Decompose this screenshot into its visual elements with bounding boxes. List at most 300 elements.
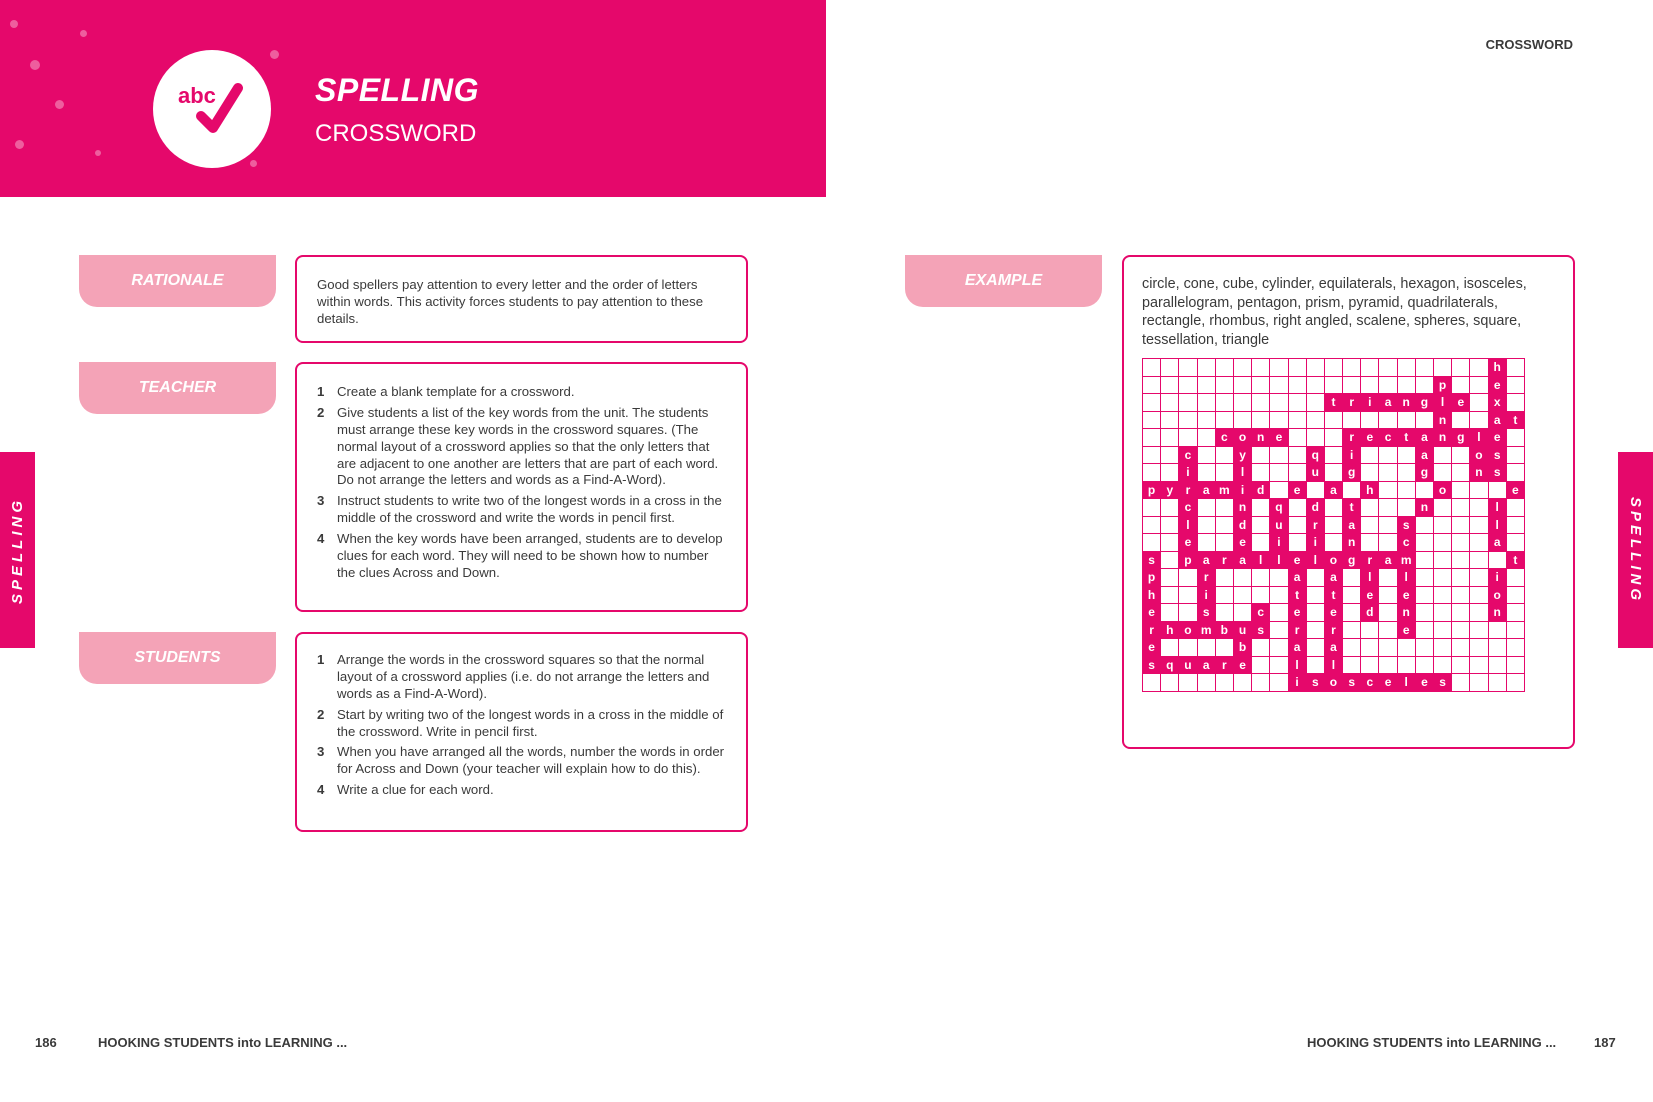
crossword-cell: t: [1324, 394, 1342, 412]
crossword-cell: [1288, 446, 1306, 464]
crossword-cell: n: [1397, 604, 1415, 622]
page-title: SPELLING: [315, 72, 480, 108]
crossword-cell: [1306, 586, 1324, 604]
crossword-cell: [1197, 534, 1215, 552]
crossword-cell: o: [1179, 621, 1197, 639]
crossword-cell: [1361, 411, 1379, 429]
crossword-cell: [1197, 639, 1215, 657]
decor-dot: [270, 50, 279, 59]
crossword-cell: [1252, 464, 1270, 482]
crossword-cell: [1288, 359, 1306, 377]
crossword-cell: [1179, 604, 1197, 622]
crossword-cell: a: [1197, 656, 1215, 674]
crossword-cell: [1452, 656, 1470, 674]
page-number-right: 187: [1594, 1035, 1616, 1050]
crossword-cell: e: [1379, 674, 1397, 692]
crossword-cell: [1270, 411, 1288, 429]
crossword-row: [1143, 674, 1525, 692]
crossword-cell: d: [1252, 481, 1270, 499]
teacher-steps: [317, 384, 728, 582]
crossword-cell: [1397, 376, 1415, 394]
crossword-cell: s: [1252, 621, 1270, 639]
crossword-cell: [1143, 499, 1161, 517]
crossword-cell: [1506, 604, 1524, 622]
crossword-cell: i: [1361, 394, 1379, 412]
crossword-cell: [1415, 656, 1433, 674]
crossword-cell: r: [1197, 569, 1215, 587]
crossword-row: [1143, 359, 1525, 377]
crossword-cell: o: [1324, 551, 1342, 569]
list-item: [317, 384, 728, 401]
crossword-cell: [1452, 604, 1470, 622]
crossword-row: [1143, 464, 1525, 482]
crossword-cell: [1452, 464, 1470, 482]
crossword-cell: [1252, 534, 1270, 552]
crossword-row: [1143, 411, 1525, 429]
crossword-cell: e: [1233, 656, 1251, 674]
crossword-cell: e: [1288, 481, 1306, 499]
crossword-cell: [1343, 481, 1361, 499]
crossword-cell: a: [1197, 551, 1215, 569]
crossword-cell: g: [1343, 551, 1361, 569]
step-number: 3: [317, 744, 325, 760]
step-text: Start by writing two of the longest words in a cross in the middle of the crossword. Write in pencil first.: [337, 706, 724, 739]
list-item: [317, 782, 728, 799]
crossword-cell: [1452, 446, 1470, 464]
crossword-cell: [1324, 464, 1342, 482]
crossword-cell: [1179, 639, 1197, 657]
crossword-cell: [1324, 534, 1342, 552]
step-text: Write a clue for each word.: [337, 782, 494, 798]
crossword-cell: o: [1324, 674, 1342, 692]
side-tab-right: [1618, 452, 1653, 648]
crossword-cell: [1252, 586, 1270, 604]
crossword-cell: [1397, 656, 1415, 674]
crossword-cell: [1215, 674, 1233, 692]
crossword-cell: c: [1179, 446, 1197, 464]
crossword-cell: i: [1288, 674, 1306, 692]
side-tab-left: [0, 452, 35, 648]
rationale-text: Good spellers pay attention to every letter and the order of letters within words. This activity forces students to pay attention to these details.: [317, 277, 704, 326]
crossword-cell: [1361, 516, 1379, 534]
crossword-cell: [1397, 411, 1415, 429]
crossword-row: [1143, 534, 1525, 552]
crossword-cell: [1470, 516, 1488, 534]
students-steps: [317, 652, 728, 799]
crossword-cell: e: [1506, 481, 1524, 499]
crossword-cell: [1179, 586, 1197, 604]
crossword-cell: [1361, 464, 1379, 482]
step-text: When the key words have been arranged, students are to develop clues for each word. They will need to be shown how to number the clues Across and Down.: [337, 531, 723, 580]
crossword-cell: r: [1306, 516, 1324, 534]
crossword-cell: [1161, 499, 1179, 517]
crossword-cell: [1361, 639, 1379, 657]
crossword-cell: r: [1215, 656, 1233, 674]
crossword-cell: [1324, 516, 1342, 534]
crossword-cell: [1233, 604, 1251, 622]
crossword-row: [1143, 656, 1525, 674]
crossword-cell: [1270, 394, 1288, 412]
crossword-cell: n: [1397, 394, 1415, 412]
crossword-cell: [1434, 499, 1452, 517]
crossword-cell: [1415, 621, 1433, 639]
crossword-cell: u: [1233, 621, 1251, 639]
crossword-cell: e: [1143, 604, 1161, 622]
crossword-cell: [1270, 604, 1288, 622]
crossword-cell: [1161, 534, 1179, 552]
crossword-cell: e: [1488, 429, 1506, 447]
crossword-cell: n: [1415, 499, 1433, 517]
crossword-cell: [1252, 394, 1270, 412]
crossword-cell: [1179, 411, 1197, 429]
crossword-cell: e: [1324, 604, 1342, 622]
crossword-cell: e: [1397, 586, 1415, 604]
crossword-cell: [1215, 359, 1233, 377]
crossword-cell: [1397, 481, 1415, 499]
crossword-cell: [1434, 586, 1452, 604]
crossword-cell: [1470, 376, 1488, 394]
crossword-cell: p: [1143, 569, 1161, 587]
crossword-cell: e: [1452, 394, 1470, 412]
crossword-cell: [1343, 411, 1361, 429]
crossword-cell: [1470, 534, 1488, 552]
crossword-cell: [1306, 411, 1324, 429]
crossword-cell: p: [1143, 481, 1161, 499]
crossword-cell: u: [1270, 516, 1288, 534]
crossword-cell: [1306, 569, 1324, 587]
crossword-cell: [1288, 411, 1306, 429]
crossword-row: [1143, 376, 1525, 394]
crossword-cell: [1379, 656, 1397, 674]
checkmark-icon: [183, 78, 253, 138]
crossword-cell: m: [1397, 551, 1415, 569]
crossword-cell: [1434, 656, 1452, 674]
list-item: [317, 493, 728, 527]
crossword-cell: h: [1143, 586, 1161, 604]
crossword-cell: [1215, 639, 1233, 657]
crossword-cell: [1379, 481, 1397, 499]
crossword-cell: [1270, 586, 1288, 604]
crossword-cell: [1434, 534, 1452, 552]
crossword-cell: [1452, 569, 1470, 587]
crossword-cell: [1506, 586, 1524, 604]
crossword-cell: [1197, 394, 1215, 412]
crossword-cell: [1488, 639, 1506, 657]
crossword-cell: [1288, 464, 1306, 482]
crossword-cell: [1470, 359, 1488, 377]
crossword-cell: [1252, 569, 1270, 587]
crossword-cell: [1197, 499, 1215, 517]
crossword-cell: [1306, 359, 1324, 377]
crossword-cell: [1506, 656, 1524, 674]
crossword-cell: c: [1379, 429, 1397, 447]
example-word-list: circle, cone, cube, cylinder, equilaterals, hexagon, isosceles, parallelogram, pentagon, prism, pyramid, quadrilaterals, rectangle, rhombus, right angled, scalene, spheres, square, tessellation, triangle: [1142, 276, 1527, 349]
crossword-cell: l: [1434, 394, 1452, 412]
crossword-cell: b: [1233, 639, 1251, 657]
crossword-cell: [1215, 446, 1233, 464]
crossword-cell: [1470, 569, 1488, 587]
crossword-cell: s: [1143, 656, 1161, 674]
crossword-cell: [1434, 551, 1452, 569]
crossword-cell: [1397, 639, 1415, 657]
crossword-cell: [1270, 359, 1288, 377]
crossword-cell: [1179, 674, 1197, 692]
crossword-cell: e: [1361, 429, 1379, 447]
crossword-cell: s: [1343, 674, 1361, 692]
crossword-cell: [1179, 394, 1197, 412]
list-item: [317, 531, 728, 582]
decor-dot: [55, 100, 64, 109]
crossword-cell: y: [1161, 481, 1179, 499]
crossword-cell: l: [1324, 656, 1342, 674]
crossword-cell: s: [1397, 516, 1415, 534]
crossword-cell: q: [1306, 446, 1324, 464]
crossword-cell: [1343, 604, 1361, 622]
crossword-cell: [1215, 499, 1233, 517]
crossword-cell: [1306, 656, 1324, 674]
crossword-cell: l: [1488, 516, 1506, 534]
crossword-cell: l: [1252, 551, 1270, 569]
crossword-cell: [1143, 464, 1161, 482]
decor-dot: [80, 30, 87, 37]
crossword-cell: [1161, 639, 1179, 657]
crossword-cell: x: [1488, 394, 1506, 412]
crossword-cell: [1415, 586, 1433, 604]
crossword-cell: [1470, 394, 1488, 412]
crossword-cell: [1415, 481, 1433, 499]
crossword-cell: [1415, 639, 1433, 657]
crossword-cell: [1379, 534, 1397, 552]
crossword-cell: [1252, 656, 1270, 674]
step-number: 2: [317, 404, 325, 420]
rationale-box: [295, 255, 748, 343]
crossword-cell: [1452, 551, 1470, 569]
crossword-cell: [1143, 674, 1161, 692]
crossword-cell: [1379, 411, 1397, 429]
crossword-cell: e: [1179, 534, 1197, 552]
crossword-cell: [1252, 674, 1270, 692]
crossword-cell: [1379, 359, 1397, 377]
crossword-cell: [1361, 534, 1379, 552]
crossword-cell: [1270, 569, 1288, 587]
crossword-cell: c: [1361, 674, 1379, 692]
crossword-cell: l: [1397, 569, 1415, 587]
crossword-cell: [1379, 499, 1397, 517]
teacher-box: [295, 362, 748, 612]
crossword-cell: r: [1288, 621, 1306, 639]
crossword-cell: n: [1434, 429, 1452, 447]
crossword-cell: b: [1215, 621, 1233, 639]
crossword-cell: [1506, 534, 1524, 552]
crossword-cell: [1506, 639, 1524, 657]
crossword-cell: [1397, 359, 1415, 377]
crossword-cell: [1270, 621, 1288, 639]
crossword-cell: e: [1233, 534, 1251, 552]
crossword-cell: [1343, 621, 1361, 639]
crossword-cell: [1161, 464, 1179, 482]
crossword-cell: [1197, 429, 1215, 447]
crossword-cell: [1288, 376, 1306, 394]
crossword-cell: t: [1397, 429, 1415, 447]
crossword-row: [1143, 551, 1525, 569]
crossword-cell: [1252, 411, 1270, 429]
crossword-cell: q: [1270, 499, 1288, 517]
crossword-cell: s: [1143, 551, 1161, 569]
crossword-cell: [1161, 586, 1179, 604]
crossword-cell: e: [1397, 621, 1415, 639]
crossword-cell: [1252, 516, 1270, 534]
crossword-cell: n: [1488, 604, 1506, 622]
crossword-cell: [1143, 534, 1161, 552]
crossword-cell: [1434, 359, 1452, 377]
crossword-cell: [1343, 376, 1361, 394]
crossword-cell: [1215, 569, 1233, 587]
crossword-cell: [1306, 639, 1324, 657]
side-tab-label: SPELLING: [1627, 496, 1645, 604]
crossword-cell: o: [1488, 586, 1506, 604]
rationale-tab: RATIONALE: [79, 255, 276, 307]
crossword-cell: [1415, 516, 1433, 534]
crossword-cell: [1306, 604, 1324, 622]
crossword-cell: [1361, 446, 1379, 464]
crossword-cell: [1324, 446, 1342, 464]
crossword-cell: [1179, 569, 1197, 587]
crossword-cell: a: [1288, 639, 1306, 657]
crossword-cell: d: [1306, 499, 1324, 517]
step-text: Give students a list of the key words from the unit. The students must arrange these key words in the crossword squares. (The normal layout of a crossword applies so that the only letters that are adjacent to one another are letters that are part of each word. Do not arrange the letters and words as a Find-A-Word).: [337, 404, 719, 488]
crossword-cell: [1252, 446, 1270, 464]
crossword-cell: a: [1324, 569, 1342, 587]
crossword-cell: m: [1197, 621, 1215, 639]
crossword-cell: [1434, 569, 1452, 587]
crossword-cell: [1324, 411, 1342, 429]
abc-check-logo: [153, 50, 271, 168]
crossword-cell: [1161, 429, 1179, 447]
crossword-cell: g: [1452, 429, 1470, 447]
crossword-cell: o: [1470, 446, 1488, 464]
crossword-cell: [1470, 411, 1488, 429]
header-band: [0, 0, 826, 197]
crossword-cell: [1361, 376, 1379, 394]
crossword-cell: [1161, 446, 1179, 464]
crossword-cell: [1415, 604, 1433, 622]
crossword-cell: [1470, 481, 1488, 499]
crossword-cell: [1506, 446, 1524, 464]
crossword-cell: [1506, 621, 1524, 639]
crossword-cell: t: [1288, 586, 1306, 604]
footer-title-left: HOOKING STUDENTS into LEARNING ...: [98, 1035, 348, 1050]
crossword-cell: [1233, 569, 1251, 587]
crossword-cell: p: [1179, 551, 1197, 569]
crossword-cell: [1270, 376, 1288, 394]
crossword-cell: [1506, 429, 1524, 447]
crossword-cell: [1470, 499, 1488, 517]
crossword-cell: i: [1233, 481, 1251, 499]
crossword-cell: [1379, 639, 1397, 657]
crossword-cell: h: [1361, 481, 1379, 499]
crossword-cell: m: [1215, 481, 1233, 499]
crossword-cell: i: [1179, 464, 1197, 482]
crossword-cell: [1306, 429, 1324, 447]
crossword-cell: [1470, 674, 1488, 692]
crossword-cell: l: [1397, 674, 1415, 692]
students-tab: STUDENTS: [79, 632, 276, 684]
crossword-cell: [1361, 656, 1379, 674]
footer-title-right: HOOKING STUDENTS into LEARNING ...: [1307, 1035, 1557, 1050]
crossword-cell: [1415, 551, 1433, 569]
crossword-cell: l: [1488, 499, 1506, 517]
crossword-cell: i: [1343, 446, 1361, 464]
crossword-cell: r: [1215, 551, 1233, 569]
crossword-cell: [1288, 429, 1306, 447]
crossword-cell: [1379, 446, 1397, 464]
crossword-cell: o: [1434, 481, 1452, 499]
right-page-header: CROSSWORD: [1485, 37, 1573, 52]
crossword-cell: [1452, 674, 1470, 692]
crossword-cell: [1470, 551, 1488, 569]
crossword-cell: [1506, 464, 1524, 482]
crossword-cell: [1452, 639, 1470, 657]
crossword-cell: [1470, 586, 1488, 604]
crossword-row: [1143, 481, 1525, 499]
crossword-cell: [1143, 429, 1161, 447]
crossword-cell: l: [1306, 551, 1324, 569]
crossword-cell: n: [1252, 429, 1270, 447]
crossword-cell: l: [1179, 516, 1197, 534]
crossword-cell: r: [1143, 621, 1161, 639]
crossword-cell: [1215, 464, 1233, 482]
crossword-cell: e: [1288, 551, 1306, 569]
crossword-row: [1143, 516, 1525, 534]
crossword-cell: r: [1324, 621, 1342, 639]
page-subtitle: CROSSWORD: [315, 120, 477, 147]
crossword-cell: [1452, 516, 1470, 534]
crossword-cell: a: [1324, 481, 1342, 499]
page-number-left: 186: [35, 1035, 57, 1050]
crossword-cell: c: [1252, 604, 1270, 622]
crossword-cell: [1506, 674, 1524, 692]
crossword-cell: l: [1270, 551, 1288, 569]
crossword-cell: [1343, 359, 1361, 377]
crossword-cell: [1415, 376, 1433, 394]
crossword-cell: [1215, 376, 1233, 394]
crossword-cell: a: [1197, 481, 1215, 499]
crossword-row: [1143, 639, 1525, 657]
teacher-tab: TEACHER: [79, 362, 276, 414]
crossword-cell: [1288, 394, 1306, 412]
crossword-cell: [1197, 464, 1215, 482]
crossword-cell: r: [1343, 394, 1361, 412]
crossword-cell: [1343, 656, 1361, 674]
crossword-cell: r: [1343, 429, 1361, 447]
crossword-cell: [1233, 411, 1251, 429]
crossword-cell: [1415, 359, 1433, 377]
crossword-cell: u: [1179, 656, 1197, 674]
students-box: [295, 632, 748, 832]
crossword-cell: [1143, 376, 1161, 394]
crossword-cell: r: [1361, 551, 1379, 569]
crossword-cell: [1379, 621, 1397, 639]
crossword-cell: [1488, 551, 1506, 569]
crossword-cell: [1488, 481, 1506, 499]
crossword-cell: [1324, 499, 1342, 517]
crossword-cell: i: [1270, 534, 1288, 552]
crossword-cell: [1161, 516, 1179, 534]
crossword-cell: [1306, 481, 1324, 499]
decor-dot: [10, 20, 18, 28]
crossword-cell: [1343, 586, 1361, 604]
crossword-cell: [1379, 569, 1397, 587]
